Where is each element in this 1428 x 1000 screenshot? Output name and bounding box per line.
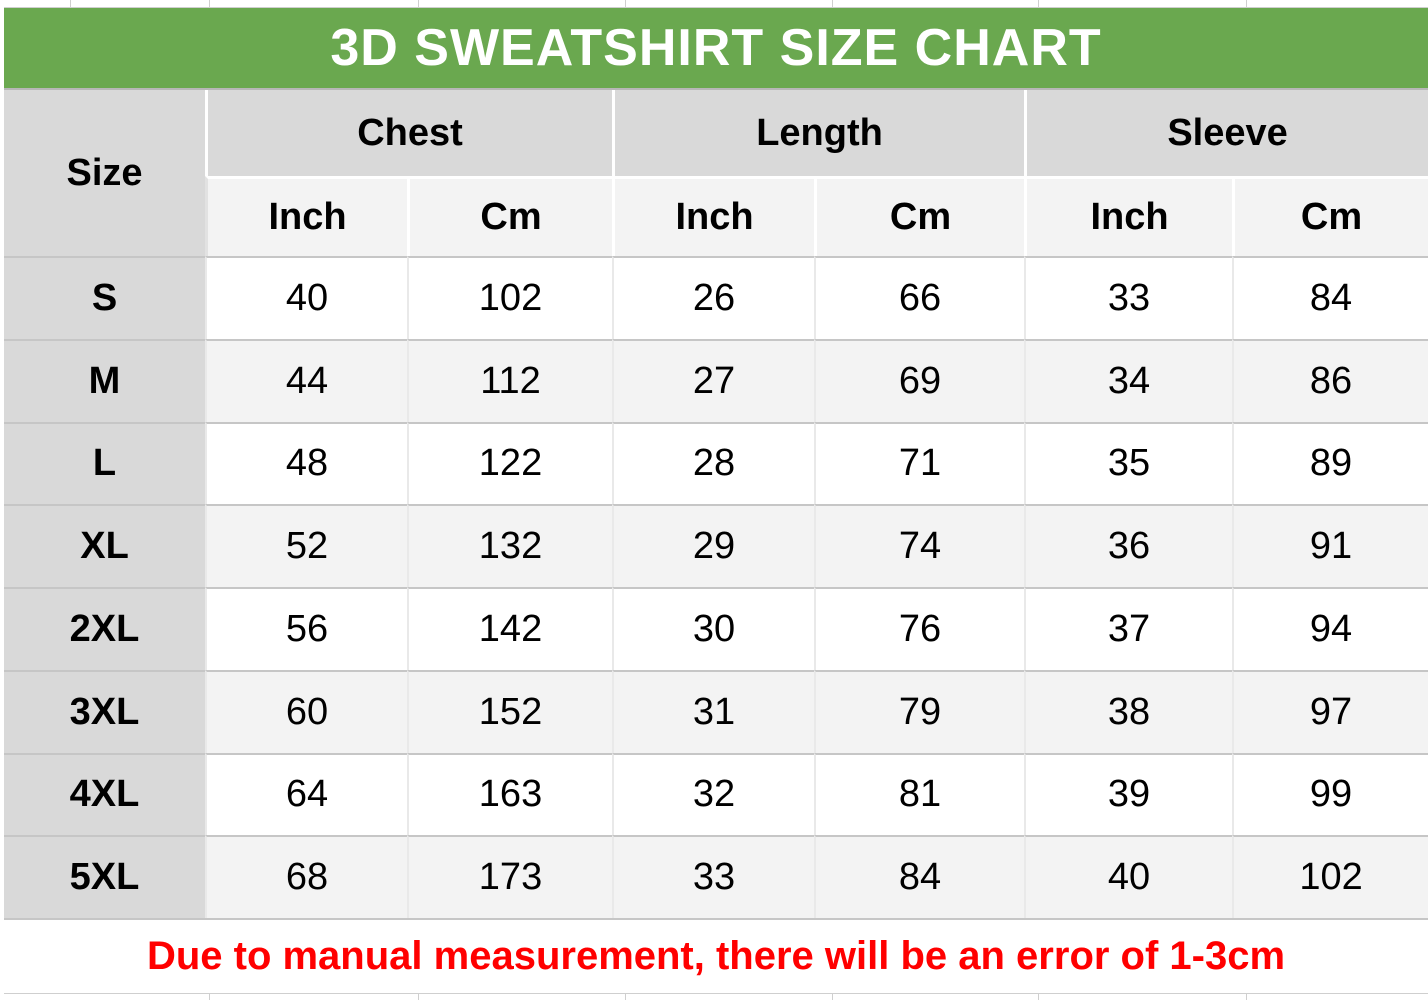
measurement-cell: 91 <box>1232 504 1428 587</box>
table-row-m <box>4 339 1428 422</box>
measurement-cell: 56 <box>205 587 407 670</box>
measurement-cell: 38 <box>1024 670 1232 753</box>
measurement-cell: 60 <box>205 670 407 753</box>
table-row-2xl <box>4 587 1428 670</box>
table-row-3xl <box>4 670 1428 753</box>
unit-header-length-inch: Inch <box>612 176 814 256</box>
measurement-cell: 84 <box>1232 256 1428 339</box>
unit-header-chest-inch: Inch <box>205 176 407 256</box>
grid-line <box>1038 0 1039 7</box>
measurement-cell: 30 <box>612 587 814 670</box>
measurement-cell: 89 <box>1232 422 1428 505</box>
measurement-cell: 64 <box>205 753 407 836</box>
grid-line <box>1246 994 1247 1000</box>
size-row-label: 5XL <box>4 835 205 918</box>
column-header-size: Size <box>4 90 205 256</box>
measurement-cell: 132 <box>407 504 612 587</box>
measurement-cell: 142 <box>407 587 612 670</box>
measurement-cell: 52 <box>205 504 407 587</box>
grid-line <box>209 994 210 1000</box>
grid-line <box>209 0 210 7</box>
grid-line <box>832 0 833 7</box>
bottom-grid-strip <box>4 993 1428 1000</box>
group-header-length: Length <box>612 90 1024 176</box>
size-row-label: 2XL <box>4 587 205 670</box>
grid-line <box>832 994 833 1000</box>
title-banner <box>4 8 1428 90</box>
measurement-cell: 94 <box>1232 587 1428 670</box>
group-header-chest: Chest <box>205 90 612 176</box>
measurement-cell: 48 <box>205 422 407 505</box>
grid-line <box>70 0 71 7</box>
size-row-label: L <box>4 422 205 505</box>
measurement-cell: 102 <box>1232 835 1428 918</box>
table-row-xl <box>4 504 1428 587</box>
measurement-cell: 122 <box>407 422 612 505</box>
measurement-note-row <box>4 918 1428 993</box>
measurement-cell: 34 <box>1024 339 1232 422</box>
grid-line <box>1246 0 1247 7</box>
measurement-cell: 74 <box>814 504 1024 587</box>
measurement-cell: 32 <box>612 753 814 836</box>
measurement-cell: 39 <box>1024 753 1232 836</box>
measurement-cell: 86 <box>1232 339 1428 422</box>
measurement-cell: 35 <box>1024 422 1232 505</box>
measurement-cell: 29 <box>612 504 814 587</box>
grid-line <box>625 994 626 1000</box>
group-header-sleeve: Sleeve <box>1024 90 1428 176</box>
measurement-note: Due to manual measurement, there will be an error of 1-3cm <box>146 934 1286 978</box>
measurement-cell: 84 <box>814 835 1024 918</box>
measurement-cell: 81 <box>814 753 1024 836</box>
top-grid-strip <box>4 0 1428 8</box>
measurement-cell: 71 <box>814 422 1024 505</box>
table-row-l <box>4 422 1428 505</box>
measurement-cell: 40 <box>205 256 407 339</box>
measurement-cell: 79 <box>814 670 1024 753</box>
measurement-cell: 31 <box>612 670 814 753</box>
measurement-cell: 102 <box>407 256 612 339</box>
size-row-label: 4XL <box>4 753 205 836</box>
unit-header-sleeve-cm: Cm <box>1232 176 1428 256</box>
grid-line <box>625 0 626 7</box>
measurement-cell: 28 <box>612 422 814 505</box>
measurement-cell: 163 <box>407 753 612 836</box>
size-chart-table <box>4 90 1428 918</box>
table-row-5xl <box>4 835 1428 918</box>
measurement-cell: 76 <box>814 587 1024 670</box>
measurement-cell: 33 <box>612 835 814 918</box>
size-row-label: XL <box>4 504 205 587</box>
measurement-cell: 33 <box>1024 256 1232 339</box>
measurement-cell: 152 <box>407 670 612 753</box>
measurement-cell: 173 <box>407 835 612 918</box>
table-row-4xl <box>4 753 1428 836</box>
measurement-cell: 40 <box>1024 835 1232 918</box>
measurement-cell: 26 <box>612 256 814 339</box>
measurement-cell: 27 <box>612 339 814 422</box>
unit-header-chest-cm: Cm <box>407 176 612 256</box>
measurement-cell: 66 <box>814 256 1024 339</box>
size-row-label: 3XL <box>4 670 205 753</box>
measurement-cell: 69 <box>814 339 1024 422</box>
unit-header-length-cm: Cm <box>814 176 1024 256</box>
measurement-cell: 68 <box>205 835 407 918</box>
measurement-cell: 99 <box>1232 753 1428 836</box>
size-row-label: M <box>4 339 205 422</box>
measurement-cell: 97 <box>1232 670 1428 753</box>
measurement-cell: 36 <box>1024 504 1232 587</box>
table-row-s <box>4 256 1428 339</box>
page-title: 3D SWEATSHIRT SIZE CHART <box>330 19 1102 77</box>
measurement-cell: 44 <box>205 339 407 422</box>
grid-line <box>1038 994 1039 1000</box>
unit-header-sleeve-inch: Inch <box>1024 176 1232 256</box>
size-row-label: S <box>4 256 205 339</box>
grid-line <box>418 994 419 1000</box>
measurement-cell: 112 <box>407 339 612 422</box>
grid-line <box>418 0 419 7</box>
measurement-cell: 37 <box>1024 587 1232 670</box>
